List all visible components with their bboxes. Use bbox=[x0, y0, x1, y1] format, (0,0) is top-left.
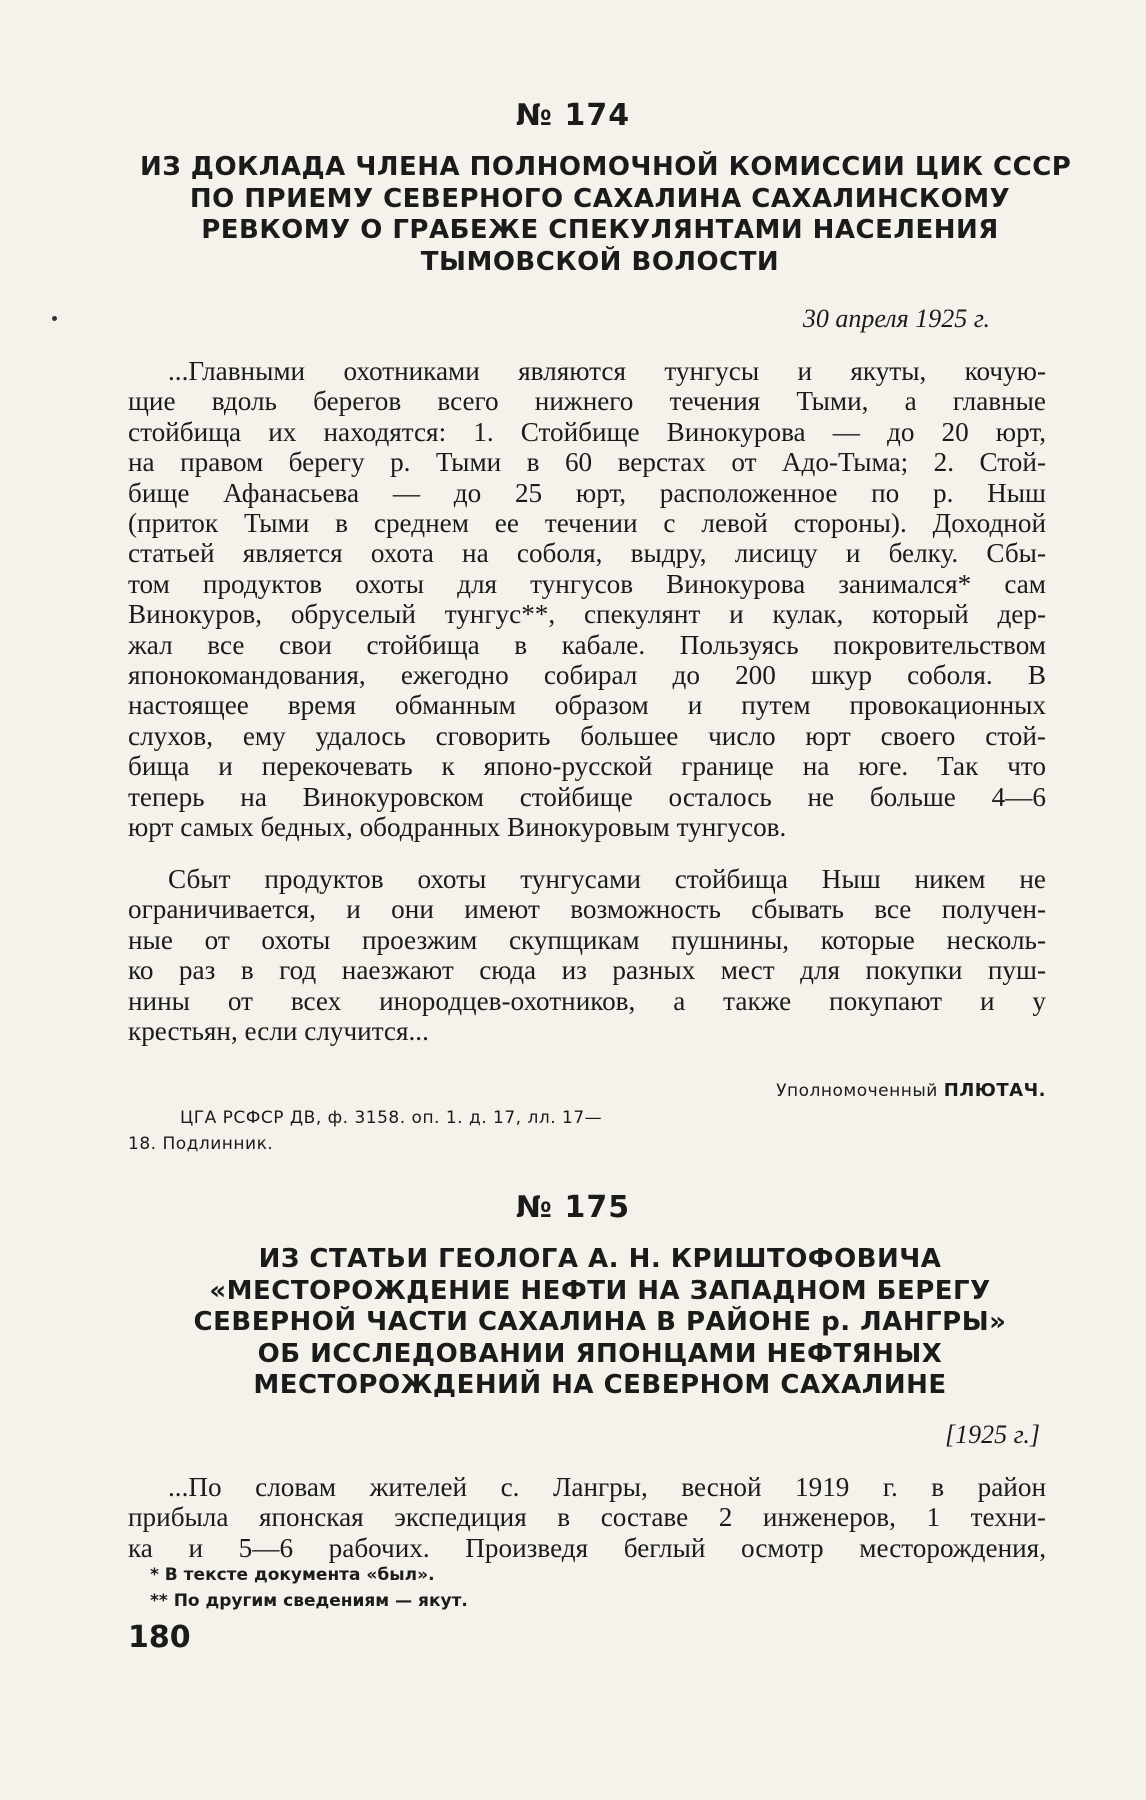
text-line: стойбища их находятся: 1. Стойбище Винокурова — до 20 юрт, bbox=[128, 416, 1046, 447]
doc-175-heading-line: МЕСТОРОЖДЕНИЙ НА СЕВЕРНОМ САХАЛИНЕ bbox=[253, 1370, 947, 1400]
footnote: ** По другим сведениям — якут. bbox=[150, 1591, 468, 1611]
text-line: крестьян, если случится... bbox=[128, 1016, 429, 1047]
text-line: на правом берегу р. Тыми в 60 верстах от Адо-Тыма; 2. Стой- bbox=[128, 447, 1046, 478]
doc-174-heading-line: РЕВКОМУ О ГРАБЕЖЕ СПЕКУЛЯНТАМИ НАСЕЛЕНИЯ bbox=[201, 215, 999, 245]
text-line: нины от всех инородцев-охотников, а также покупают и у bbox=[128, 985, 1046, 1016]
text-line: ка и 5—6 рабочих. Произведя беглый осмотр месторождения, bbox=[128, 1532, 1046, 1563]
margin-mark bbox=[52, 316, 57, 321]
doc-174-number: № 174 bbox=[515, 98, 631, 133]
doc-175-date: [1925 г.] bbox=[944, 1420, 1040, 1449]
doc-175-heading-line: «МЕСТОРОЖДЕНИЕ НЕФТИ НА ЗАПАДНОМ БЕРЕГУ bbox=[209, 1275, 991, 1306]
text-line: слухов, ему удалось сговорить большее число юрт своего стой- bbox=[128, 720, 1046, 751]
text-line: ко раз в год наезжают сюда из разных мест для покупки пуш- bbox=[128, 955, 1046, 986]
doc-175-body bbox=[128, 1472, 1046, 1563]
doc-174-archive-line2: 18. Подлинник. bbox=[128, 1134, 274, 1154]
text-line: ные от охоты проезжим скупщикам пушнины, которые несколь- bbox=[128, 924, 1046, 955]
text-line: бища и перекочевать к японо-русской границе на юге. Так что bbox=[128, 751, 1046, 782]
doc-175-heading-line: СЕВЕРНОЙ ЧАСТИ САХАЛИНА В РАЙОНЕ р. ЛАНГРЫ» bbox=[193, 1307, 1007, 1337]
doc-174-signature bbox=[776, 1080, 1046, 1101]
text-line: статьей является охота на соболя, выдру, лисицу и белку. Сбы- bbox=[128, 538, 1046, 569]
text-line: теперь на Винокуровском стойбище осталось не больше 4—6 bbox=[128, 781, 1046, 812]
doc-174-body-p2 bbox=[128, 864, 1046, 1046]
text-line: Винокуров, обруселый тунгус**, спекулянт и кулак, который дер- bbox=[128, 599, 1046, 630]
doc-175-heading-line: ОБ ИССЛЕДОВАНИИ ЯПОНЦАМИ НЕФТЯНЫХ bbox=[257, 1338, 943, 1369]
text-line: ограничивается, и они имеют возможность сбывать все получен- bbox=[128, 894, 1046, 925]
doc-174-heading-line: ИЗ ДОКЛАДА ЧЛЕНА ПОЛНОМОЧНОЙ КОМИССИИ ЦИК СССР bbox=[140, 152, 1072, 182]
text-line: щие вдоль берегов всего нижнего течения Тыми, а главные bbox=[128, 386, 1046, 417]
doc-175-heading bbox=[140, 1244, 1060, 1402]
signature-name: ПЛЮТАЧ. bbox=[943, 1080, 1046, 1101]
text-line: ...Главными охотниками являются тунгусы и якуты, кочую- bbox=[168, 356, 1046, 386]
doc-174-heading-line: ТЫМОВСКОЙ ВОЛОСТИ bbox=[420, 246, 780, 277]
text-line: том продуктов охоты для тунгусов Винокурова занимался* сам bbox=[128, 568, 1046, 599]
doc-174-archive-line1: ЦГА РСФСР ДВ, ф. 3158. оп. 1. д. 17, лл. 17— bbox=[180, 1108, 603, 1128]
text-line: бище Афанасьева — до 25 юрт, расположенное по р. Ныш bbox=[128, 477, 1046, 508]
text-line: настоящее время обманным образом и путем провокационных bbox=[128, 690, 1046, 721]
page-number: 180 bbox=[128, 1620, 191, 1655]
text-line: японокомандования, ежегодно собирал до 200 шкур соболя. В bbox=[128, 660, 1046, 691]
doc-174-body bbox=[128, 356, 1046, 843]
text-line: юрт самых бедных, ободранных Винокуровым тунгусов. bbox=[128, 812, 787, 843]
doc-175-number: № 175 bbox=[515, 1190, 631, 1225]
footnote: * В тексте документа «был». bbox=[150, 1565, 435, 1585]
text-line: прибыла японская экспедиция в составе 2 инженеров, 1 техни- bbox=[128, 1502, 1046, 1533]
text-line: жал все свои стойбища в кабале. Пользуясь покровительством bbox=[128, 629, 1046, 660]
signature-role: Уполномоченный bbox=[776, 1081, 938, 1101]
doc-175-heading-line: ИЗ СТАТЬИ ГЕОЛОГА А. Н. КРИШТОФОВИЧА bbox=[258, 1244, 942, 1274]
footnotes bbox=[150, 1562, 468, 1614]
text-line: Сбыт продуктов охоты тунгусами стойбища Ныш никем не bbox=[168, 864, 1046, 894]
doc-174-heading bbox=[140, 152, 1072, 278]
doc-174-heading-line: ПО ПРИЕМУ СЕВЕРНОГО САХАЛИНА САХАЛИНСКОМУ bbox=[189, 183, 1011, 214]
doc-174-date: 30 апреля 1925 г. bbox=[802, 304, 990, 333]
text-line: ...По словам жителей с. Лангры, весной 1919 г. в район bbox=[168, 1472, 1046, 1502]
text-line: (приток Тыми в среднем ее течении с левой стороны). Доходной bbox=[128, 508, 1046, 539]
